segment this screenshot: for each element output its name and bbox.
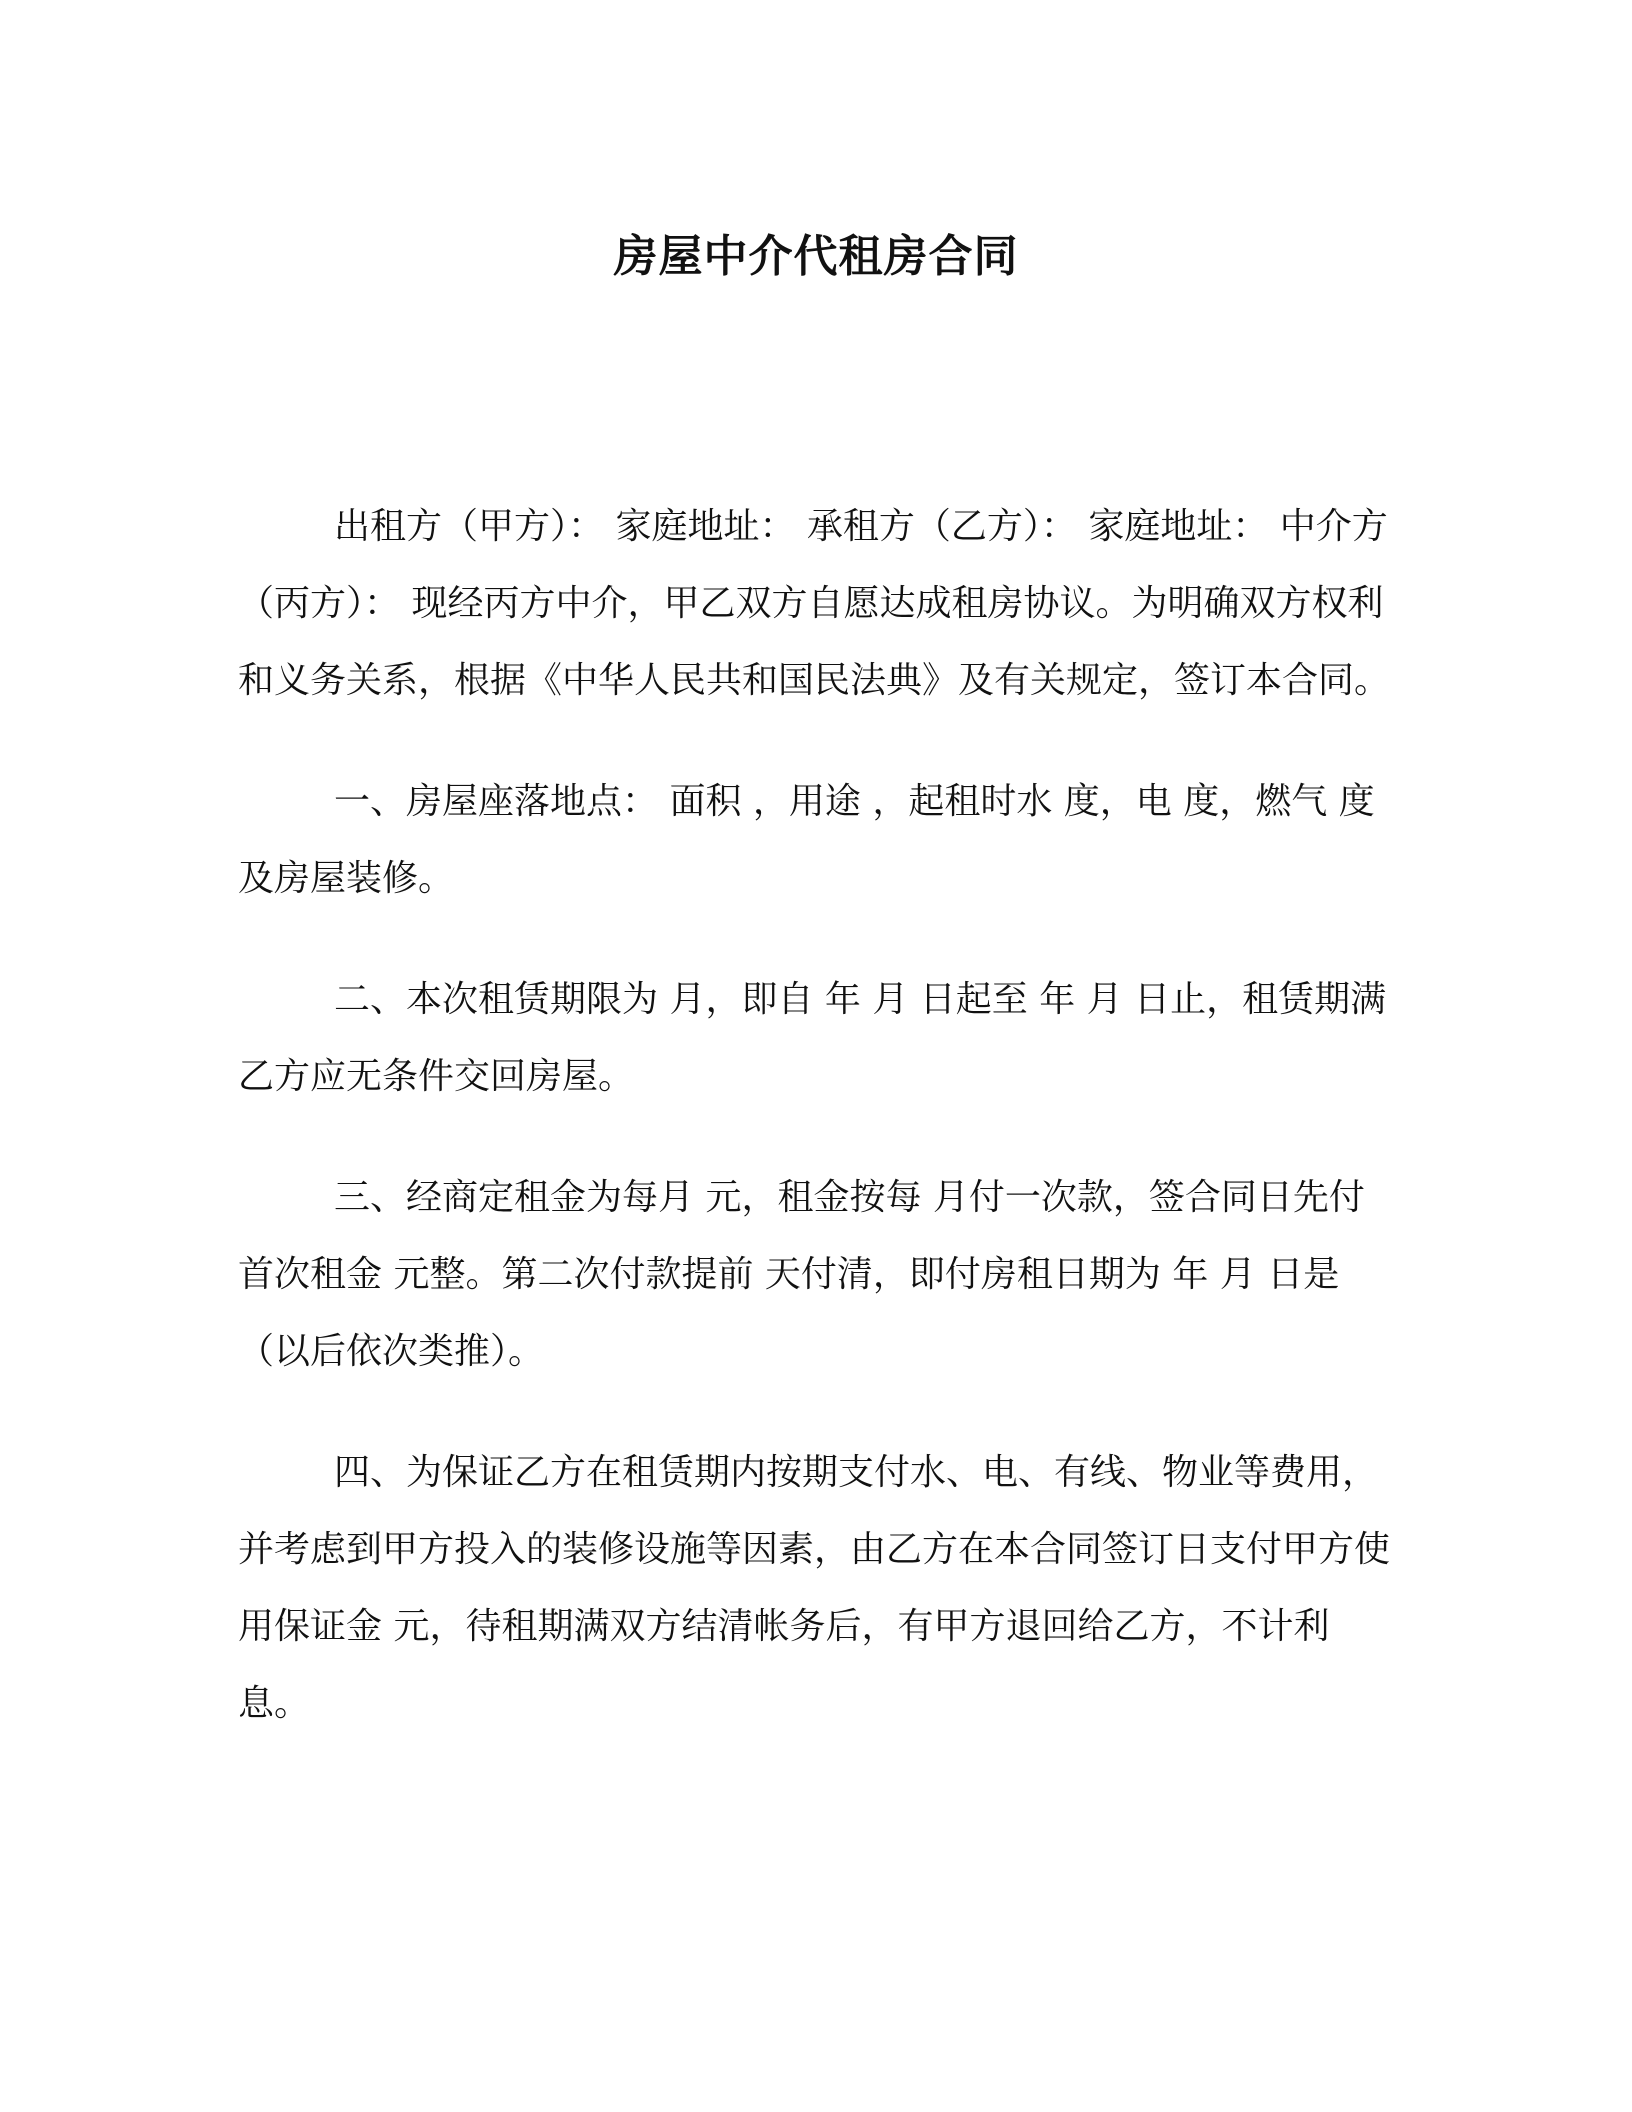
paragraph-parties: 出租方（甲方）： 家庭地址： 承租方（乙方）： 家庭地址： 中介方（丙方）： 现经丙方中介，甲乙双方自愿达成租房协议。为明确双方权利和义务关系，根据《中华人民共和国民法典》及有关规定，签订本合同。 [238, 506, 1391, 701]
document-title: 房屋中介代租房合同 [613, 231, 1019, 282]
paragraph-clause-4: 四、为保证乙方在租赁期内按期支付水、电、有线、物业等费用，并考虑到甲方投入的装修设施等因素，由乙方在本合同签订日支付甲方使用保证金 元，待租期满双方结清帐务后，有甲方退回给乙方，不计利息。 [238, 1452, 1391, 1724]
document-body [238, 488, 1390, 1742]
paragraph-clause-2: 二、本次租赁期限为 月，即自 年 月 日起至 年 月 日止，租赁期满乙方应无条件交回房屋。 [238, 979, 1387, 1097]
paragraph-clause-3: 三、经商定租金为每月 元，租金按每 月付一次款，签合同日先付首次租金 元整。第二次付款提前 天付清，即付房租日期为 年 月 日是（以后依次类推）。 [238, 1177, 1365, 1372]
paragraph-clause-1: 一、房屋座落地点： 面积 ，用途 ，起租时水 度，电 度，燃气 度及房屋装修。 [238, 781, 1375, 899]
